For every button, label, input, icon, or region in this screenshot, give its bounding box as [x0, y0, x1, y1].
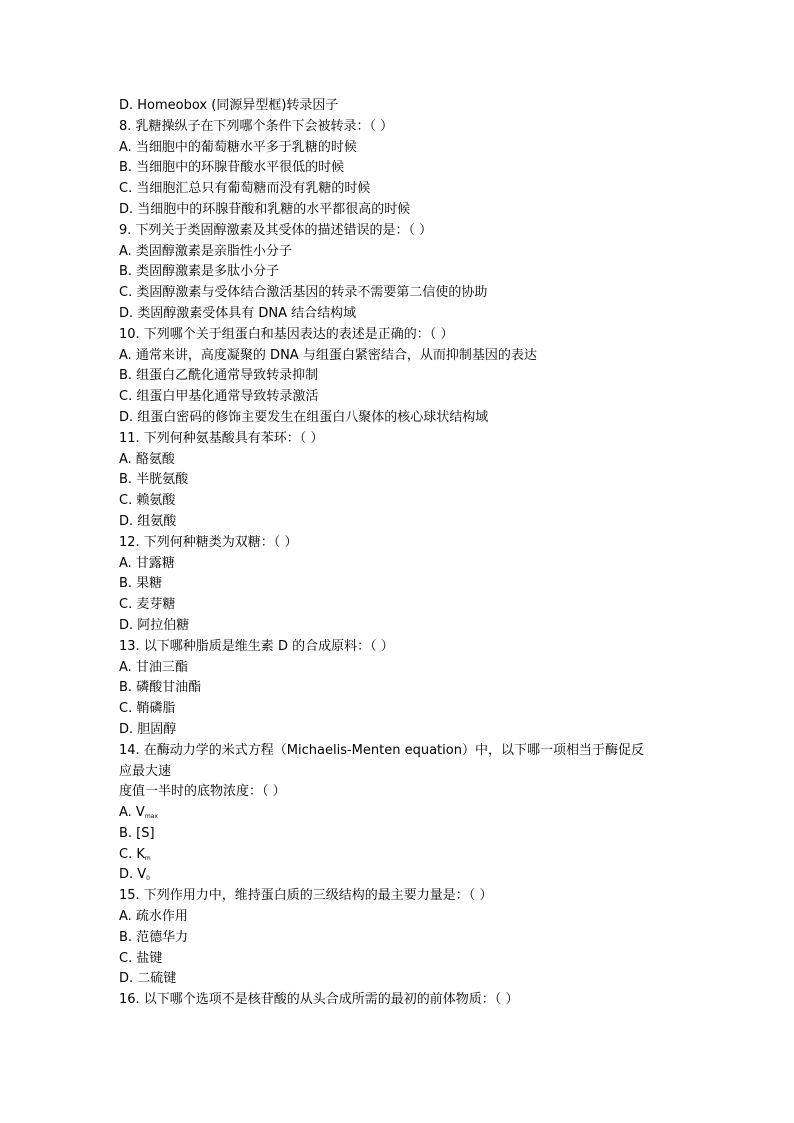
option-c-text: C. K: [119, 846, 145, 862]
option-d-subscript: 0: [146, 875, 150, 883]
option-a: [119, 803, 699, 824]
option-c: C. 组蛋白甲基化通常导致转录激活: [119, 389, 319, 405]
option-a: A. 酪氨酸: [119, 451, 175, 467]
option-a: A. 类固醇激素是亲脂性小分子: [119, 243, 292, 259]
question-14-line-3: 度值一半时的底物浓度：（ ）: [119, 784, 286, 800]
option-b: B. 半胱氨酸: [119, 472, 189, 488]
question-9: 9. 下列关于类固醇激素及其受体的描述错误的是：（ ）: [119, 222, 433, 238]
option-a: A. 甘油三酯: [119, 659, 188, 675]
option-a: A. 疏水作用: [119, 909, 188, 925]
question-15: 15. 下列作用力中，维持蛋白质的三级结构的最主要力量是：（ ）: [119, 888, 493, 904]
option-b: B. 果糖: [119, 576, 163, 592]
question-12: 12. 下列何种糖类为双糖：（ ）: [119, 534, 298, 550]
question-8: 8. 乳糖操纵子在下列哪个条件下会被转录：（ ）: [119, 118, 394, 134]
option-d: D. 二硫键: [119, 971, 177, 987]
option-b: B. 类固醇激素是多肽小分子: [119, 264, 280, 280]
document-page: [119, 96, 699, 1011]
option-d: D. 当细胞中的环腺苷酸和乳糖的水平都很高的时候: [119, 201, 411, 217]
option-a: A. 当细胞中的葡萄糖水平多于乳糖的时候: [119, 139, 357, 155]
option-a: A. 通常来讲，高度凝聚的 DNA 与组蛋白紧密结合，从而抑制基因的表达: [119, 347, 537, 363]
option-b: B. 磷酸甘油酯: [119, 680, 202, 696]
option-c: C. 麦芽糖: [119, 597, 176, 613]
option-c: C. 当细胞汇总只有葡萄糖而没有乳糖的时候: [119, 181, 371, 197]
option-d-text: D. V: [119, 867, 147, 883]
option-d: D. 类固醇激素受体具有 DNA 结合结构域: [119, 305, 357, 321]
question-14-line-2: 应最大速: [119, 763, 172, 779]
option-d: D. 组蛋白密码的修饰主要发生在组蛋白八聚体的核心球状结构域: [119, 409, 489, 425]
option-c: [119, 845, 699, 866]
text-line: D. Homeobox (同源异型框)转录因子: [119, 98, 339, 113]
option-d: D. 阿拉伯糖: [119, 617, 190, 633]
question-13: 13. 以下哪种脂质是维生素 D 的合成原料：（ ）: [119, 638, 394, 654]
option-a-text: A. V: [119, 805, 145, 821]
option-b: B. 范德华力: [119, 929, 189, 945]
option-c: C. 鞘磷脂: [119, 701, 176, 717]
option-b: B. 当细胞中的环腺苷酸水平很低的时候: [119, 160, 345, 176]
option-c-subscript: m: [144, 854, 151, 862]
option-c: C. 类固醇激素与受体结合激活基因的转录不需要第二信使的协助: [119, 285, 488, 301]
option-b: B. [S]: [119, 825, 155, 841]
option-c: C. 盐键: [119, 950, 163, 966]
question-16: 16. 以下哪个选项不是核苷酸的从头合成所需的最初的前体物质：（ ）: [119, 992, 519, 1008]
option-c: C. 赖氨酸: [119, 493, 176, 509]
question-10: 10. 下列哪个关于组蛋白和基因表达的表述是正确的：（ ）: [119, 326, 454, 342]
option-d: D. 胆固醇: [119, 721, 177, 737]
option-a-subscript: max: [144, 813, 158, 821]
question-14-line-1: 14. 在酶动力学的米式方程（Michaelis-Menten equation）中，以下哪一项相当于酶促反: [119, 742, 644, 758]
option-a: A. 甘露糖: [119, 555, 175, 571]
option-b: B. 组蛋白乙酰化通常导致转录抑制: [119, 368, 319, 384]
option-d: [119, 865, 699, 886]
option-d: D. 组氨酸: [119, 513, 177, 529]
question-11: 11. 下列何种氨基酸具有苯环：（ ）: [119, 430, 324, 446]
